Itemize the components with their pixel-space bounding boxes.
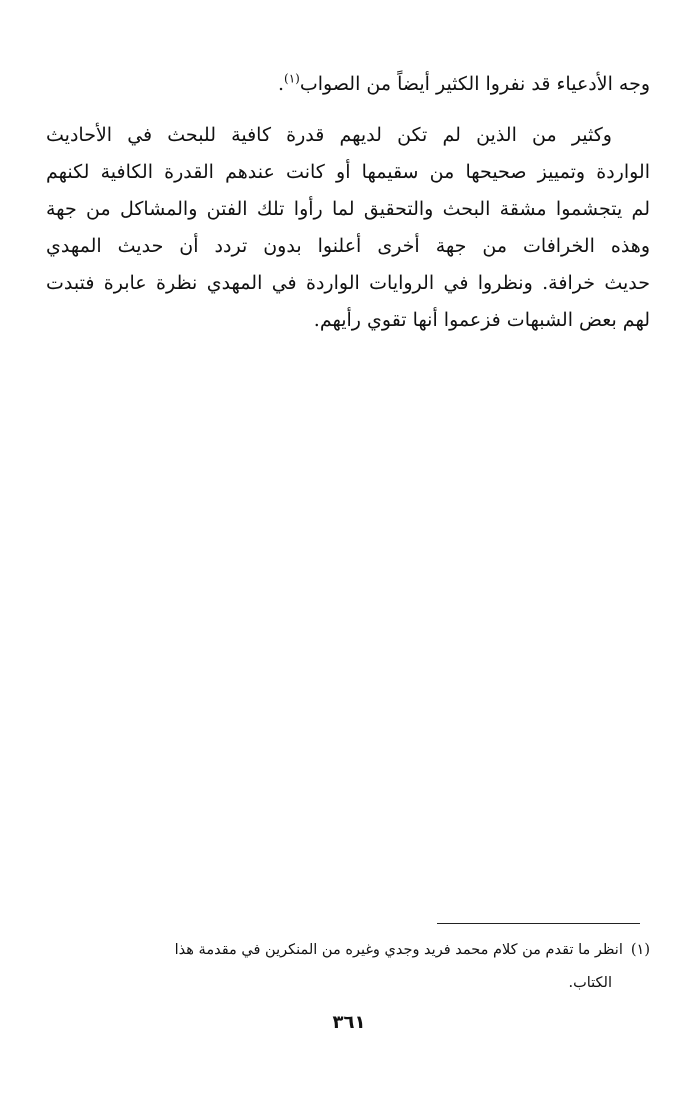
footnote-line xyxy=(40,934,650,967)
page-number: ٣٦١ xyxy=(332,1012,366,1033)
text-line: حديث خرافة. ونظروا في الروايات الواردة في المهدي نظرة عابرة فتبدت xyxy=(46,272,650,294)
footnote-separator xyxy=(437,923,640,924)
text-line: الواردة وتمييز صحيحها من سقيمها أو كانت عندهم القدرة الكافية لكنهم xyxy=(46,161,650,183)
main-paragraph xyxy=(46,117,650,339)
footnote-number: (١) xyxy=(630,942,650,958)
paragraph-continuation xyxy=(46,66,650,103)
text-line xyxy=(46,66,650,103)
text-line: وكثير من الذين لم تكن لديهم قدرة كافية للبحث في الأحاديث xyxy=(46,124,612,146)
footnote-text: انظر ما تقدم من كلام محمد فريد وجدي وغيره من المنكرين في مقدمة هذا xyxy=(174,942,623,958)
footnote-reference[interactable]: (١) xyxy=(284,71,300,86)
text-line: لم يتجشموا مشقة البحث والتحقيق لما رأوا تلك الفتن والمشاكل من جهة xyxy=(46,198,650,220)
text-line-content: وجه الأدعياء قد نفروا الكثير أيضاً من الصواب xyxy=(299,73,650,95)
footnote-line: الكتاب. xyxy=(568,975,612,991)
footnote xyxy=(40,934,650,1000)
text-line: لهم بعض الشبهات فزعموا أنها تقوي رأيهم. xyxy=(313,309,650,331)
sentence-end: . xyxy=(277,73,285,95)
text-line: وهذه الخرافات من جهة أخرى أعلنوا بدون تردد أن حديث المهدي xyxy=(46,235,650,257)
